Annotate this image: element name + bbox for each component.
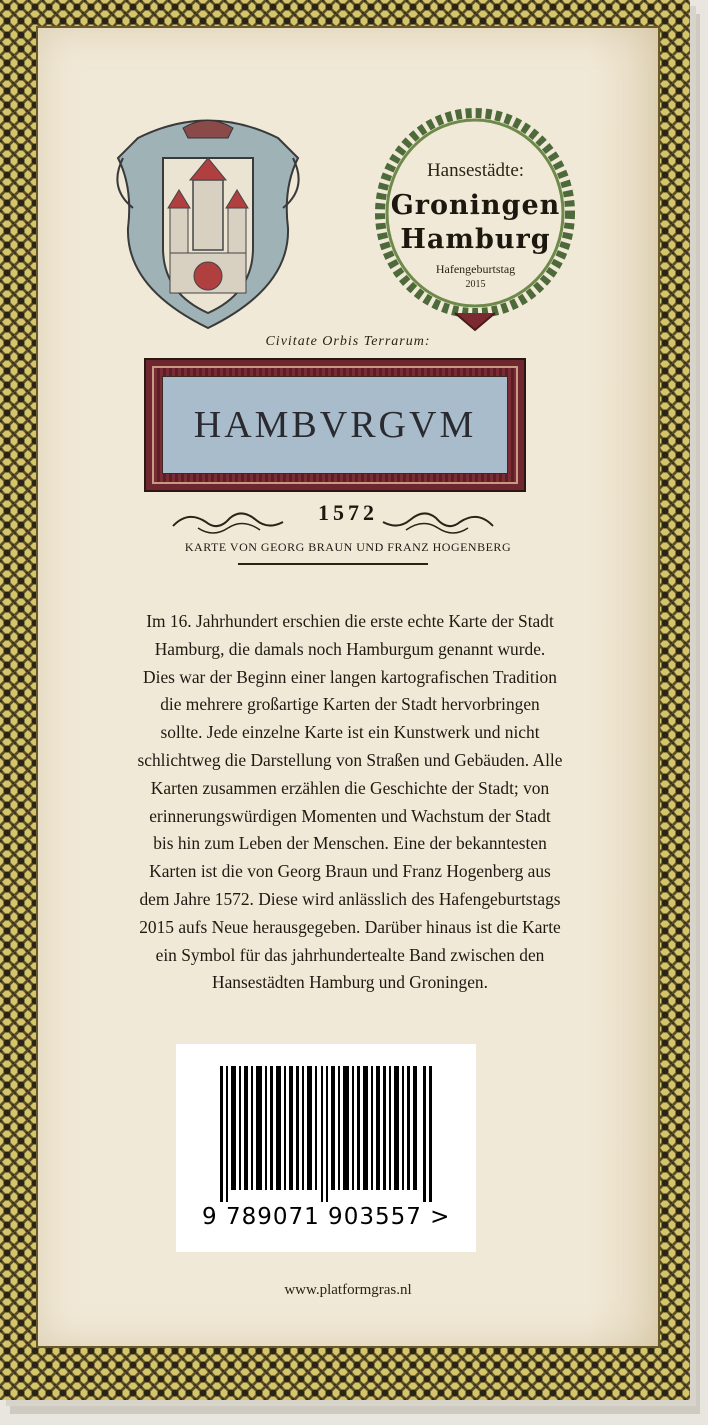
description-line: Hansestädten Hamburg und Groningen.: [212, 972, 488, 993]
map-authors-caption: KARTE VON GEORG BRAUN UND FRANZ HOGENBERG: [184, 540, 512, 554]
cover-panel: [36, 26, 660, 1348]
isbn-number: 9 789071 903557 >: [202, 1204, 451, 1230]
barcode-icon: [220, 1066, 432, 1202]
description-line: schlichtweg die Darstellung von Straßen und Gebäuden. Alle: [137, 749, 563, 770]
description-line: Im 16. Jahrhundert erschien die erste echte Karte der Stadt: [146, 611, 554, 631]
title-cartouche: [144, 358, 526, 492]
wreath-line-3: Hamburg: [400, 224, 551, 255]
description-line: sollte. Jede einzelne Karte ist ein Kunstwerk und nicht: [160, 722, 540, 743]
wreath-line-4: Hafengeburtstag: [435, 262, 516, 276]
wreath-line-1: Hansestädte:: [426, 160, 525, 181]
description-line: Hamburg, die damals noch Hamburgum genannt wurde.: [154, 638, 546, 659]
publisher-url[interactable]: www.platformgras.nl: [284, 1282, 412, 1298]
description-line: Karten zusammen erzählen die Geschichte der Stadt; von: [150, 777, 550, 798]
wreath-line-5: 2015: [465, 279, 486, 290]
description-line: Dies war der Beginn einer langen kartografischen Tradition: [143, 666, 557, 687]
coat-of-arms-icon: [108, 98, 308, 338]
laurel-wreath-emblem: [373, 98, 578, 338]
description-line: Karten ist die von Georg Braun und Franz Hogenberg aus: [149, 861, 551, 882]
description-line: 2015 aufs Neue herausgegeben. Darüber hinaus ist die Karte: [139, 916, 561, 937]
civitate-caption: Civitate Orbis Terrarum:: [265, 334, 431, 349]
flourish-icon: [378, 502, 498, 542]
description-text: [72, 608, 628, 997]
page-title: HAMBVRGVM: [193, 404, 477, 446]
description-line: erinnerungswürdigen Momenten und Wachstum der Stadt: [149, 805, 551, 826]
map-year: 1572: [318, 500, 378, 525]
description-line: die mehrere großartige Karten der Stadt hervorbringen: [160, 694, 540, 715]
title-panel: [162, 376, 508, 474]
wreath-line-2: Groningen: [390, 190, 561, 221]
description-line: ein Symbol für das jahrhundertealte Band zwischen den: [155, 944, 545, 965]
description-line: dem Jahre 1572. Diese wird anlässlich des Hafengeburtstags: [139, 888, 561, 909]
decorative-rule: [238, 562, 428, 566]
description-line: bis hin zum Leben der Menschen. Eine der bekanntesten: [153, 833, 547, 854]
barcode-label: [176, 1044, 476, 1252]
